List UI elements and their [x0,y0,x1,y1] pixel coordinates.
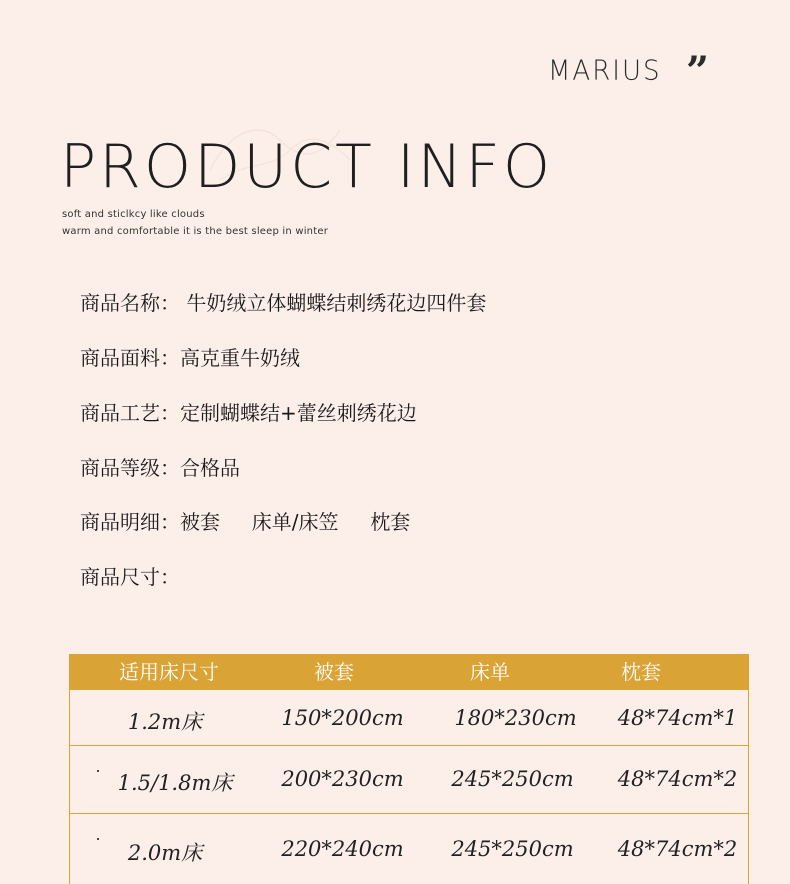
info-row-contents [80,506,410,535]
info-label: 商品工艺： [80,401,180,425]
cell-bed-size: 1.5/1.8m床 [117,771,233,795]
table-row [69,746,749,814]
cell-pillowcase: 48*74cm*2 [617,837,738,861]
info-value: 牛奶绒立体蝴蝶结刺绣花边四件套 [180,291,487,315]
cell-pillowcase: 48*74cm*2 [617,767,738,791]
cell-duvet: 200*230cm [281,767,404,791]
info-label: 商品名称： [80,291,180,315]
info-label: 商品明细： [80,510,180,534]
info-value: 合格品 [180,456,240,480]
page-title: PRODUCT INFO [60,132,554,202]
tagline-line-2: warm and comfortable it is the best sleep in winter [62,226,329,237]
table-row [69,690,749,746]
table-row [69,814,749,884]
quote-mark: ” [686,48,710,95]
cell-sheet: 245*250cm [451,837,574,861]
info-value: 定制蝴蝶结+蕾丝刺绣花边 [180,401,417,425]
info-row-name [80,287,486,316]
cell-pillowcase: 48*74cm*1 [617,706,738,730]
tagline-line-1: soft and sticlkcy like clouds [62,209,205,220]
cell-bed-size: 2.0m床 [127,841,203,865]
cell-duvet: 150*200cm [281,706,404,730]
header-pillowcase: 枕套 [621,660,661,684]
info-label: 商品等级： [80,456,180,480]
info-label: 商品面料： [80,346,180,370]
info-label: 商品尺寸： [80,565,180,589]
info-row-size [80,561,180,590]
info-row-craft [80,397,417,426]
cell-bed-size: 1.2m床 [127,710,203,734]
info-row-fabric [80,342,300,371]
brand-logo: MARIUS [548,55,662,87]
info-value: 被套 床单/床笠 枕套 [180,510,411,534]
size-table-header [69,654,749,690]
cell-sheet: 245*250cm [451,767,574,791]
cell-duvet: 220*240cm [281,837,404,861]
info-row-grade [80,452,240,481]
header-bed-size: 适用床尺寸 [119,660,219,684]
header-sheet: 床单 [470,660,510,684]
header-duvet: 被套 [314,660,354,684]
cell-sheet: 180*230cm [454,706,577,730]
info-value: 高克重牛奶绒 [180,346,300,370]
